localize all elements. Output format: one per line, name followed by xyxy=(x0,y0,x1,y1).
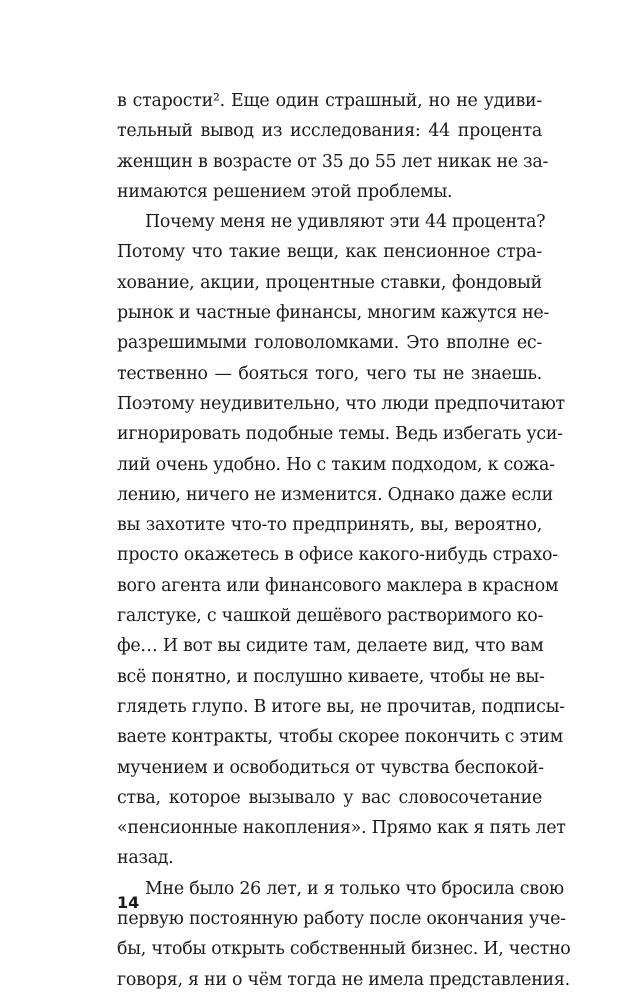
text-line: лению, ничего не изменится. Однако даже если xyxy=(117,484,554,505)
text-line: «пенсионные накопления». Прямо как я пять лет xyxy=(117,818,566,839)
text-line: всё понятно, и послушно киваете, чтобы не вы- xyxy=(117,666,545,687)
text-line: первую постоянную работу после окончания уче- xyxy=(117,909,566,930)
text-line: вы захотите что-то предпринять, вы, вероятно, xyxy=(117,515,542,536)
body-text xyxy=(117,86,571,995)
text-line: тельный вывод из исследования: 44 процента xyxy=(117,121,542,142)
text-line: назад. xyxy=(117,848,174,869)
text-line: Мне было 26 лет, и я только что бросила свою xyxy=(145,878,564,899)
text-line: тественно — бояться того, чего ты не знаешь. xyxy=(117,363,542,384)
page-number: 14 xyxy=(117,893,140,912)
text-line: в старости². Еще один страшный, но не удиви- xyxy=(117,91,542,111)
text-line: просто окажетесь в офисе какого-нибудь страхо- xyxy=(117,545,558,566)
text-line: мучением и освободиться от чувства беспокой- xyxy=(117,757,544,778)
text-line: глядеть глупо. В итоге вы, не прочитав, подписы- xyxy=(117,696,565,717)
text-line: хование, акции, процентные ставки, фондовый xyxy=(117,272,542,293)
text-line: галстуке, с чашкой дешёвого растворимого ко- xyxy=(117,606,544,627)
text-line: разрешимыми головоломками. Это вполне ес- xyxy=(117,333,542,354)
text-line: нимаются решением этой проблемы. xyxy=(117,181,453,202)
text-line: Почему меня не удивляют эти 44 процента? xyxy=(145,212,546,233)
text-line: рынок и частные финансы, многим кажутся не- xyxy=(117,303,550,324)
text-line: ваете контракты, чтобы скорее покончить с этим xyxy=(117,727,564,748)
text-line: говоря, я ни о чём тогда не имела представления. xyxy=(117,969,570,990)
text-line: бы, чтобы открыть собственный бизнес. И, честно xyxy=(117,939,571,960)
text-line: лий очень удобно. Но с таким подходом, к сожа- xyxy=(117,454,555,475)
text-line: Поэтому неудивительно, что люди предпочитают xyxy=(117,393,565,414)
text-line: вого агента или финансового маклера в красном xyxy=(117,575,559,596)
text-line: женщин в возрасте от 35 до 55 лет никак не за- xyxy=(117,151,549,172)
text-line: игнорировать подобные темы. Ведь избегать уси- xyxy=(117,424,563,445)
text-line: фе… И вот вы сидите там, делаете вид, что вам xyxy=(117,636,544,657)
text-line: Потому что такие вещи, как пенсионное стра- xyxy=(117,242,542,263)
text-line: ства, которое вызывало у вас словосочетание xyxy=(117,787,542,808)
